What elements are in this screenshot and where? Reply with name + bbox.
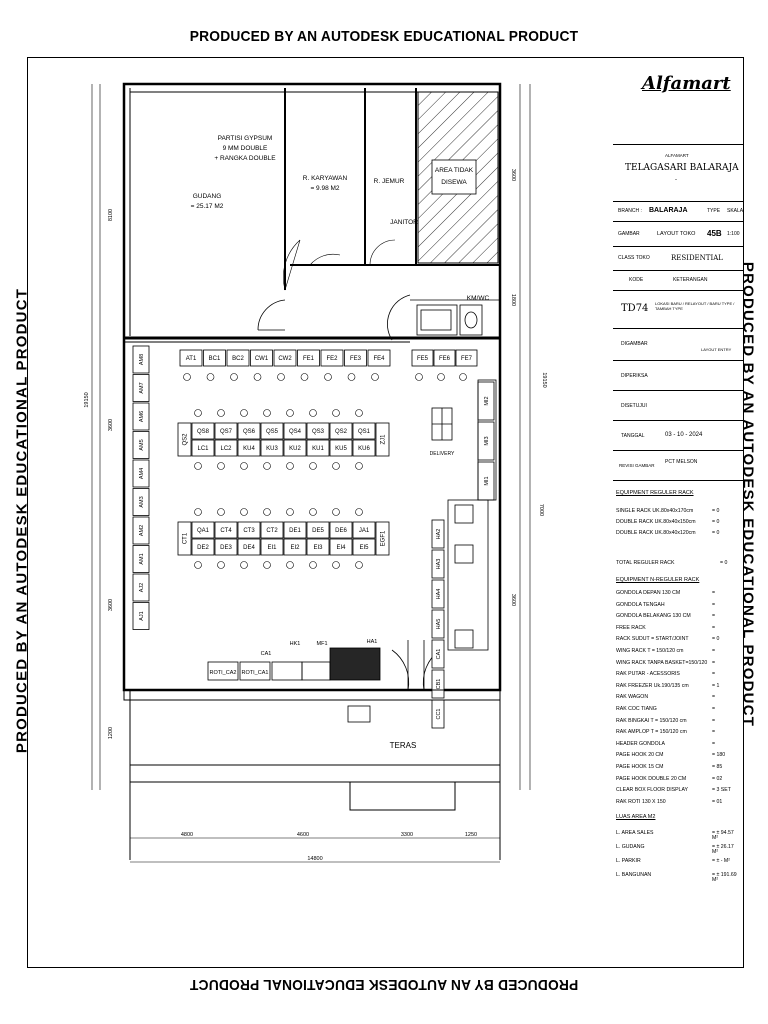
rack-ha4-label: HA4 (436, 588, 442, 600)
shelf-lc1-label: LC1 (197, 446, 209, 452)
luas-item-value: = ± 191.69 M² (712, 872, 737, 884)
eq-non-item-value: = 0 (712, 636, 720, 643)
shelf-qa1-label: QA1 (196, 528, 210, 534)
eq-non-item-value: = 180 (712, 752, 726, 759)
eq-non-item-value: = 85 (712, 764, 723, 770)
rack-fe2-label: FE2 (326, 356, 338, 362)
luas-item-value: = ± 26.17 M² (712, 844, 734, 856)
shelf-qs1-label: QS1 (357, 429, 371, 435)
shelf-de5-label: DE5 (312, 528, 324, 534)
luas-item-value: = ± - M² (712, 858, 730, 864)
left-racks (133, 346, 149, 630)
luas-item-name: L. PARKIR (616, 858, 641, 864)
rack-marker-cw2 (278, 374, 285, 381)
rack-marker-fe7 (460, 374, 467, 381)
kode-row (613, 291, 744, 329)
logo-row (613, 57, 744, 145)
shelf-marker-ku4 (241, 463, 248, 470)
luas-item-name: L. AREA SALES (616, 830, 654, 836)
rack-mi3-label: MI3 (484, 436, 490, 446)
kode-label: KODE (629, 277, 644, 283)
rack-at1-label: AT1 (185, 356, 197, 362)
shelf-ja1-label: JA1 (358, 528, 370, 534)
eq-non-item-name: CLEAR BOX FLOOR DISPLAY (616, 787, 688, 794)
eq-non-item-name: RAK ROTI 130 X 150 (616, 798, 666, 805)
shelf-marker-qs5 (264, 410, 271, 417)
alfamart-logo: Alfamart (642, 73, 731, 94)
dim-left-3: 3600 (108, 598, 114, 612)
shelf-ku5-label: KU5 (335, 446, 347, 452)
shelf-marker-ei2 (287, 562, 294, 569)
luas-item-name: L. BANGUNAN (616, 872, 652, 878)
eq-non-item-name: GONDOLA DEPAN 130 CM (616, 590, 681, 596)
rack-aj2-label: AJ2 (139, 582, 145, 593)
shelf-qs4-label: QS4 (288, 429, 302, 435)
eq-non-item-value: = (712, 659, 716, 666)
shelf-marker-qs4 (287, 410, 294, 417)
delivery-label: DELIVERY (429, 451, 455, 457)
eq-reguler-header: EQUIPMENT REGULER RACK (616, 490, 694, 496)
rack-marker-fe4 (372, 374, 379, 381)
skala-label: SKALA (727, 208, 744, 214)
eq-non-item-value: = (712, 694, 716, 701)
eq-non-item-value: = (712, 717, 716, 724)
title-block (613, 57, 744, 968)
revisi-value: PCT MELSON (665, 459, 698, 465)
rack-cw2-label: CW2 (278, 356, 292, 362)
rack-ha2-label: HA2 (436, 528, 442, 540)
rack-bc2-label: BC2 (232, 356, 244, 362)
rack-fe7-label: FE7 (460, 356, 473, 362)
rack-marker-bc2 (231, 374, 238, 381)
shelf-marker-qs1 (356, 410, 363, 417)
branch-label: BRANCH : (618, 208, 642, 214)
eq-non-item-name: GONDOLA TENGAH (616, 601, 665, 608)
shelf-marker-ku2 (287, 463, 294, 470)
ha1-label: HA1 (366, 639, 378, 645)
area-tidak-label-2: DISEWA (441, 179, 467, 186)
eq-non-item-value: = (712, 740, 716, 747)
eq-reguler-item-value: = 0 (712, 508, 720, 514)
shelf-de6-label: DE6 (335, 528, 347, 534)
diperiksa-label: DIPERIKSA (621, 373, 648, 379)
shelf-qs3-label: QS3 (311, 429, 325, 435)
rack-am5-label: AM5 (139, 439, 145, 451)
eq-non-item-name: PAGE HOOK 15 CM (616, 764, 664, 770)
rack-mi2-label: MI2 (484, 396, 490, 406)
rack-mi1-label: MI1 (484, 476, 490, 486)
rack-fe5-label: FE5 (416, 356, 429, 362)
karyawan-area: = 9.98 M2 (310, 185, 340, 192)
rack-am3-label: AM3 (139, 496, 145, 508)
shelf-marker-ku6 (356, 463, 363, 470)
eq-non-item-value: = (712, 613, 716, 620)
kmwc-label: KM/WC (466, 295, 490, 302)
disetujui-row (613, 391, 744, 421)
eq-non-item-value: = (712, 624, 716, 631)
tanggal-label: TANGGAL (621, 433, 645, 439)
top-racks (180, 350, 477, 381)
rack-fe6-label: FE6 (438, 356, 451, 362)
rack-ha3-label: HA3 (436, 558, 442, 570)
diperiksa-row (613, 361, 744, 391)
shelf-ei3-label: EI3 (313, 545, 323, 551)
shelf-marker-de5 (310, 509, 317, 516)
counter-area (429, 380, 496, 650)
company-label: ALFAMART (665, 153, 689, 158)
gambar-value: LAYOUT TOKO (657, 231, 696, 237)
shelf-end-qs2-label: QS2 (182, 433, 189, 446)
shelf-ku6-label: KU6 (358, 446, 370, 452)
shelf-marker-ct3 (241, 509, 248, 516)
dim-bottom-4: 1250 (464, 832, 478, 838)
eq-non-item-value: = (712, 706, 716, 712)
watermark-right: PRODUCED BY AN AUTODESK EDUCATIONAL PRODUCT (739, 261, 757, 728)
shelf-end-egf1-label: EGF1 (380, 530, 387, 547)
rack-marker-fe1 (301, 374, 308, 381)
shelf-ku3-label: KU3 (266, 446, 278, 452)
shelf-marker-qs8 (195, 410, 202, 417)
eq-non-header: EQUIPMENT N-REGULER RACK (616, 577, 700, 583)
rack-cb1-label: CB1 (436, 678, 442, 690)
shelf-marker-qs3 (310, 410, 317, 417)
shelf-marker-ja1 (356, 509, 363, 516)
digambar-label: DIGAMBAR (621, 341, 648, 347)
eq-reguler-item-name: DOUBLE RACK UK.80x40x150cm (616, 519, 696, 525)
class-value: RESIDENTIAL (671, 254, 723, 262)
eq-non-item-value: = (712, 601, 716, 608)
branch-value: BALARAJA (649, 207, 688, 214)
eq-non-item-name: PAGE HOOK DOUBLE 20 CM (616, 775, 687, 782)
keterangan-value: LOKASI BARU / RELAYOUT / BARU TYPE / TAMBAH TYPE (655, 301, 735, 311)
class-label: CLASS TOKO (618, 255, 650, 261)
eq-non-item-name: WING RACK T = 150/120 cm (616, 648, 684, 654)
rack-marker-fe5 (416, 374, 423, 381)
dim-right-2: 1800 (510, 293, 516, 307)
disetujui-label: DISETUJUI (621, 403, 647, 409)
dimension-labels (84, 169, 547, 862)
shelf-ku4-label: KU4 (243, 446, 255, 452)
watermark-bottom: PRODUCED BY AN AUTODESK EDUCATIONAL PRODUCT (189, 976, 579, 993)
digambar-value: LAYOUT ENTRY (701, 347, 732, 352)
luas-item-name: L. GUDANG (616, 844, 645, 850)
shelf-marker-de3 (218, 562, 225, 569)
shelf-qs7-label: QS7 (219, 429, 233, 435)
total-reguler-label: TOTAL REGULER RACK (616, 560, 675, 566)
shelf-lc2-label: LC2 (220, 446, 232, 452)
type-label: TYPE (707, 208, 721, 214)
mf1-label: MF1 (316, 641, 328, 647)
karyawan-label: R. KARYAWAN (302, 175, 348, 182)
partisi-label-2: 9 MM DOUBLE (222, 145, 268, 152)
eq-non-item-name: FREE RACK (616, 624, 646, 631)
teras-label: TERAS (389, 741, 417, 750)
store-dash: - (675, 177, 677, 183)
shelf-ei5-label: EI5 (359, 545, 369, 551)
dim-total: 14800 (307, 856, 323, 862)
rack-cw1-label: CW1 (254, 356, 269, 362)
eq-non-item-name: RAK BINGKAI T = 150/120 cm (616, 717, 687, 724)
rack-am1-label: AM1 (139, 553, 145, 565)
rack-marker-fe6 (438, 374, 445, 381)
dim-bottom-1: 4800 (180, 832, 194, 838)
dim-left-1: 8100 (108, 208, 114, 222)
rack-aj1-label: AJ1 (139, 611, 145, 621)
shelf-marker-qa1 (195, 509, 202, 516)
total-reguler-value: = 0 (720, 560, 728, 566)
shelf-marker-ku5 (333, 463, 340, 470)
janitor-label: JANITOR (390, 219, 418, 226)
shelf-marker-ei5 (356, 562, 363, 569)
shelf-de3-label: DE3 (220, 545, 232, 551)
eq-non-item-name: RAK WAGON (616, 694, 649, 701)
dim-bottom-2: 4600 (296, 832, 310, 838)
gondola-1 (178, 410, 389, 470)
hk1-label: HK1 (289, 641, 301, 647)
shelf-ct4-label: CT4 (220, 528, 232, 534)
eq-non-item-name: RAK COC TIANG (616, 706, 657, 712)
rack-fe3-label: FE3 (349, 356, 362, 362)
shelf-ct3-label: CT3 (243, 528, 255, 534)
shelf-marker-qs7 (218, 410, 225, 417)
eq-non-item-name: GONDOLA BELAKANG 130 CM (616, 613, 691, 620)
dim-left-5: 1200 (108, 726, 114, 740)
branch-row (613, 202, 744, 222)
revisi-row (613, 451, 744, 481)
dim-right-total: 19150 (541, 372, 547, 388)
shelf-ku2-label: KU2 (289, 446, 301, 452)
shelf-qs6-label: QS6 (242, 429, 256, 435)
rack-am6-label: AM6 (139, 410, 145, 423)
shelf-de1-label: DE1 (289, 528, 301, 534)
shelf-ei2-label: EI2 (290, 545, 300, 551)
eq-non-item-name: RAK AMPLOP T = 150/120 cm (616, 729, 687, 736)
shelf-marker-lc2 (218, 463, 225, 470)
shelf-ct2-label: CT2 (266, 528, 278, 534)
gambar-row (613, 222, 744, 247)
rack-fe4-label: FE4 (373, 356, 385, 362)
eq-reguler-item-name: DOUBLE RACK UK.80x40x120cm (616, 530, 696, 536)
eq-non-item-name: RAK PUTAR - ACESSORIS (616, 671, 680, 678)
eq-non-item-name: RAK FREEZER Uk.190/135 cm (616, 682, 689, 689)
rack-marker-bc1 (207, 374, 214, 381)
class-row (613, 247, 744, 271)
eq-reguler-item-value: = 0 (712, 519, 720, 525)
shelf-marker-ct2 (264, 509, 271, 516)
shelf-de2-label: DE2 (197, 545, 209, 551)
watermark-left: PRODUCED BY AN AUTODESK EDUCATIONAL PRODUCT (13, 287, 31, 754)
shelf-marker-de1 (287, 509, 294, 516)
shelf-qs5-label: QS5 (265, 429, 279, 435)
eq-non-item-value: = 02 (712, 775, 723, 782)
rack-marker-cw1 (254, 374, 261, 381)
shelf-end-ct1-label: CT1 (182, 532, 189, 545)
rack-am7-label: AM7 (139, 382, 145, 394)
shelf-ei1-label: EI1 (267, 545, 277, 551)
eq-non-item-value: = 3 SET (712, 787, 731, 794)
rack-fe1-label: FE1 (302, 356, 315, 362)
gudang-label: GUDANG (192, 193, 222, 200)
shelf-end-zj1-label: ZJ1 (380, 434, 387, 445)
luas-header: LUAS AREA M2 (616, 814, 656, 820)
dim-right-6: 3600 (510, 593, 516, 607)
ca1-label: CA1 (260, 651, 272, 657)
eq-non-item-value: = 1 (712, 682, 720, 689)
shelf-marker-de2 (195, 562, 202, 569)
eq-non-item-value: = (712, 648, 716, 654)
eq-reguler-item-name: SINGLE RACK UK.80x40x170cm (616, 508, 694, 514)
dim-right-1: 3600 (510, 168, 516, 182)
rack-marker-fe2 (325, 374, 332, 381)
rack-ha5-label: HA5 (436, 618, 442, 630)
kode-header-row (613, 271, 744, 291)
store-row (613, 145, 744, 202)
roti-ca2-label: ROTI_CA2 (209, 670, 237, 676)
rack-cc1-label: CC1 (436, 708, 442, 720)
partisi-label-1: PARTISI GYPSUM (217, 135, 273, 142)
gudang-area: = 25.17 M2 (190, 203, 224, 210)
shelf-de4-label: DE4 (243, 545, 255, 551)
shelf-marker-lc1 (195, 463, 202, 470)
shelf-marker-ei1 (264, 562, 271, 569)
shelf-marker-qs6 (241, 410, 248, 417)
gambar-label: GAMBAR (618, 231, 640, 237)
shelf-marker-qs2 (333, 410, 340, 417)
eq-non-item-value: = (712, 729, 716, 736)
shelf-ku1-label: KU1 (312, 446, 324, 452)
eq-non-item-value: = (712, 590, 716, 596)
gondola-2 (178, 509, 389, 569)
rack-bc1-label: BC1 (208, 356, 221, 362)
watermark-top: PRODUCED BY AN AUTODESK EDUCATIONAL PRODUCT (189, 28, 579, 45)
shelf-qs2-label: QS2 (334, 429, 348, 435)
revisi-label: REVISI GAMBAR (619, 463, 655, 468)
rack-am8-label: AM8 (139, 353, 145, 366)
rack-marker-at1 (184, 374, 191, 381)
dim-left-total: 19150 (84, 392, 90, 408)
right-racks (429, 382, 494, 728)
eq-non-item-name: PAGE HOOK 20 CM (616, 752, 664, 759)
bottom-items (208, 648, 380, 722)
eq-non-item-name: RACK SUDUT = START/JOINT (616, 636, 689, 643)
type-value: 45B (707, 229, 722, 238)
digambar-row (613, 329, 744, 361)
eq-non-item-name: HEADER GONDOLA (616, 740, 666, 747)
eq-reguler-item-value: = 0 (712, 530, 720, 536)
shelf-qs8-label: QS8 (196, 429, 210, 435)
area-tidak-label-1: AREA TIDAK (434, 167, 474, 174)
kode-value: TD74 (621, 303, 649, 314)
shelf-marker-ku1 (310, 463, 317, 470)
roti-ca1-label: ROTI_CA1 (241, 670, 269, 676)
keterangan-label: KETERANGAN (673, 277, 708, 283)
dim-left-2: 3600 (108, 418, 114, 432)
rack-am2-label: AM2 (139, 524, 145, 537)
partisi-label-3: + RANGKA DOUBLE (214, 155, 276, 162)
shelf-marker-ku3 (264, 463, 271, 470)
store-name: TELAGASARI BALARAJA (625, 163, 739, 173)
shelf-marker-de4 (241, 562, 248, 569)
rack-am4-label: AM4 (139, 467, 145, 480)
shelf-marker-ei4 (333, 562, 340, 569)
tanggal-row (613, 421, 744, 451)
eq-non-item-name: WING RACK TANPA BASKET=150/120 (616, 659, 708, 666)
shelf-marker-de6 (333, 509, 340, 516)
rack-ca1-label: CA1 (436, 648, 442, 660)
rack-marker-fe3 (348, 374, 355, 381)
scale-value: 1:100 (727, 231, 740, 237)
eq-non-item-value: = 01 (712, 798, 723, 805)
eq-non-item-value: = (712, 671, 716, 678)
tanggal-value: 03 - 10 - 2024 (665, 432, 703, 438)
dim-right-5: 7000 (538, 503, 544, 517)
shelf-ei4-label: EI4 (336, 545, 346, 551)
jemur-label: R. JEMUR (373, 178, 405, 185)
shelf-marker-ei3 (310, 562, 317, 569)
luas-item-value: = ± 94.57 M² (712, 830, 734, 842)
shelf-marker-ct4 (218, 509, 225, 516)
dim-bottom-3: 3300 (400, 832, 414, 838)
